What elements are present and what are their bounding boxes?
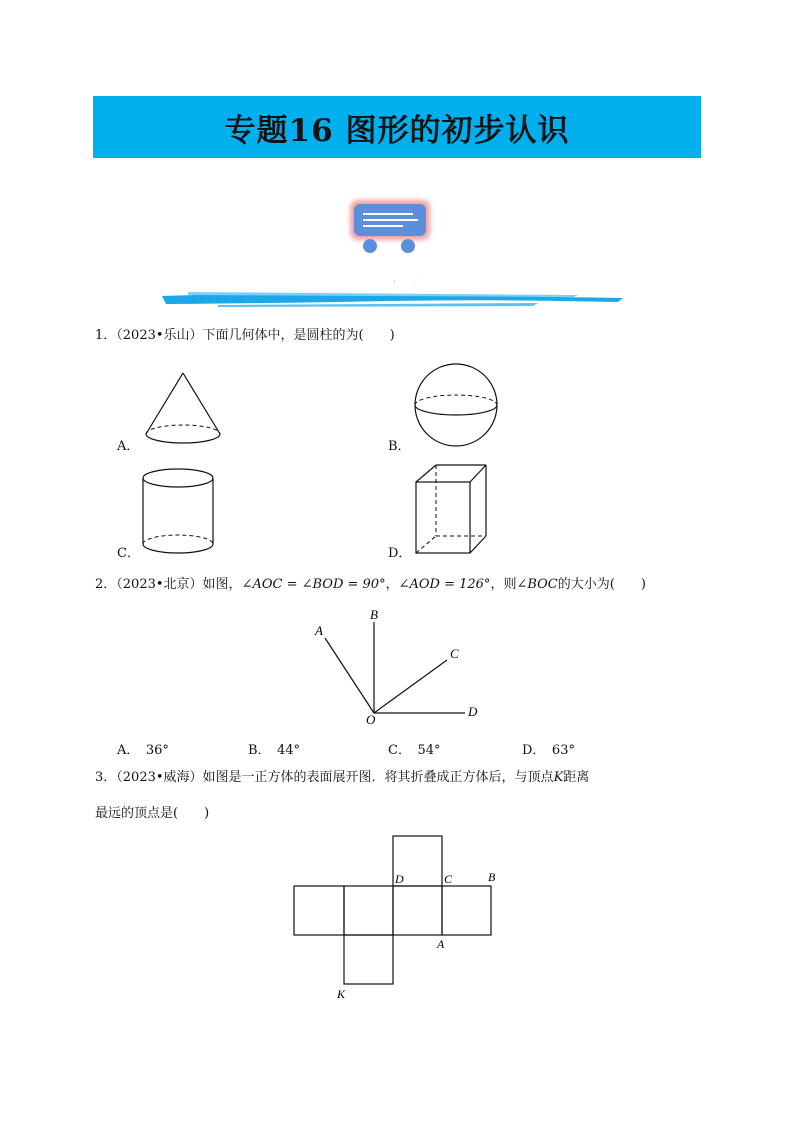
speech-bubble-icon: [350, 200, 430, 253]
vertex-label-d: D: [395, 872, 404, 886]
question-text: 如图是一正方体的表面展开图．将其折叠成正方体后，与顶点: [202, 770, 554, 785]
option-d: D． 63°: [522, 743, 575, 758]
question-2: [95, 575, 646, 595]
question-source: （2023•北京）: [116, 577, 203, 592]
question-1: [95, 326, 395, 346]
question-source: （2023•乐山）: [116, 328, 203, 343]
vertex-label-a: A: [437, 937, 445, 951]
option-a: A． 36°: [117, 743, 169, 758]
question-3-line-2: 最远的顶点是( ): [95, 806, 210, 821]
option-a: A．: [117, 439, 140, 454]
option-b: B．: [388, 439, 411, 454]
point-label-c: C: [450, 646, 459, 661]
option-d: D．: [388, 546, 412, 561]
cylinder-figure: [138, 466, 220, 558]
question-number: 3．: [95, 770, 117, 785]
question-text: 如图，: [202, 577, 242, 592]
question-source: （2023•威海）: [116, 770, 203, 785]
option-b: B． 44°: [248, 743, 301, 758]
option-c: C． 54°: [388, 743, 441, 758]
question-number: 1．: [95, 328, 117, 343]
point-label-o: O: [366, 712, 376, 727]
point-label-b: B: [370, 607, 378, 622]
point-label-d: D: [468, 704, 478, 719]
question-text: 距离: [563, 770, 590, 785]
cube-net-figure: [285, 830, 515, 1005]
math-expression: ∠AOD = 126°: [398, 577, 491, 592]
question-text: 的大小为( ): [557, 577, 646, 592]
cuboid-figure: [410, 460, 495, 560]
separator: ，: [385, 577, 399, 592]
question-3-line-1: [95, 768, 589, 788]
point-label-a: A: [315, 623, 323, 638]
question-text: 下面几何体中，是圆柱的为( ): [202, 328, 395, 343]
math-expression: ∠AOC = ∠BOD = 90°: [241, 577, 386, 592]
vertex-label-c: C: [444, 872, 453, 886]
section-label: 真题演练: [333, 255, 447, 288]
vertex-label-k: K: [337, 987, 346, 1001]
sphere-figure: [412, 361, 502, 451]
question-number: 2．: [95, 577, 117, 592]
question-text: ，则: [490, 577, 517, 592]
section-logo: [158, 196, 628, 315]
math-expression: ∠BOC: [516, 577, 558, 592]
math-variable: K: [553, 770, 564, 785]
title-banner: [93, 96, 701, 158]
cone-figure: [140, 370, 230, 450]
brush-stroke: [162, 292, 623, 307]
vertex-label-b: B: [488, 870, 496, 884]
option-c: C．: [117, 546, 140, 561]
angle-figure: [300, 600, 500, 730]
page-title: 专题16 图形的初步认识: [224, 112, 570, 149]
